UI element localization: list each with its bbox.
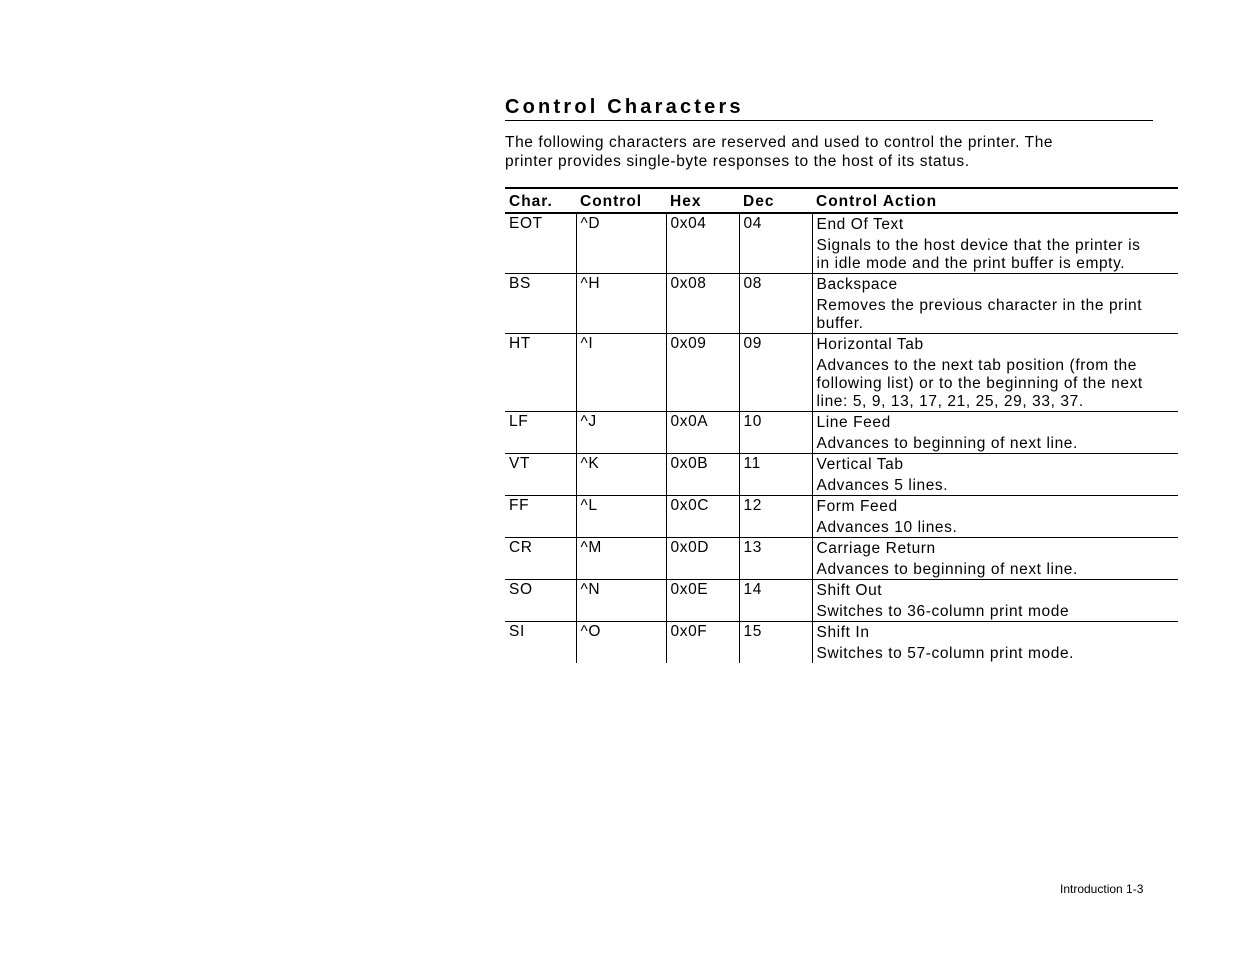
action-name: Shift Out [816, 582, 883, 599]
cell-dec: 10 [739, 412, 812, 454]
table-body [505, 213, 1178, 663]
header-dec: Dec [739, 188, 812, 213]
action-name: Shift In [816, 624, 870, 641]
control-characters-table [505, 187, 1178, 663]
cell-char: HT [505, 334, 576, 412]
action-description-line: Switches to 57-column print mode. [816, 645, 1075, 662]
cell-hex: 0x0B [666, 454, 739, 496]
cell-hex: 0x0A [666, 412, 739, 454]
cell-control: ^I [576, 334, 666, 412]
cell-dec: 14 [739, 580, 812, 622]
cell-hex: 0x0D [666, 538, 739, 580]
table-row [505, 454, 1178, 496]
cell-dec: 09 [739, 334, 812, 412]
cell-char: LF [505, 412, 576, 454]
cell-hex: 0x09 [666, 334, 739, 412]
cell-hex: 0x04 [666, 213, 739, 274]
cell-char: SI [505, 622, 576, 664]
action-description-line: Advances to the next tab position (from the [816, 357, 1137, 374]
intro-line: printer provides single-byte responses to the host of its status. [505, 153, 970, 170]
cell-control: ^J [576, 412, 666, 454]
action-description-line: following list) or to the beginning of the next [816, 375, 1143, 392]
cell-control: ^O [576, 622, 666, 664]
action-name: Line Feed [816, 414, 891, 431]
cell-control-action [812, 496, 1178, 538]
action-description-line: line: 5, 9, 13, 17, 21, 25, 29, 33, 37. [816, 393, 1084, 410]
cell-char: SO [505, 580, 576, 622]
action-description-line: Advances 5 lines. [816, 477, 949, 494]
table-row [505, 622, 1178, 664]
cell-char: CR [505, 538, 576, 580]
cell-char: BS [505, 274, 576, 334]
header-control-action: Control Action [812, 188, 1178, 213]
cell-char: FF [505, 496, 576, 538]
cell-hex: 0x0E [666, 580, 739, 622]
cell-control-action [812, 213, 1178, 274]
header-control: Control [576, 188, 666, 213]
table-row [505, 274, 1178, 334]
page-footer: Introduction 1-3 [1060, 882, 1144, 896]
action-description-line: Removes the previous character in the print [816, 297, 1143, 314]
action-name: End Of Text [816, 216, 904, 233]
action-description-line: Advances to beginning of next line. [816, 561, 1078, 578]
cell-char: EOT [505, 213, 576, 274]
table-row [505, 213, 1178, 274]
cell-dec: 04 [739, 213, 812, 274]
cell-control-action [812, 538, 1178, 580]
section-title: Control Characters [505, 94, 1153, 121]
action-description-line: buffer. [816, 315, 864, 332]
cell-dec: 08 [739, 274, 812, 334]
table-row [505, 334, 1178, 412]
header-char: Char. [505, 188, 576, 213]
cell-dec: 13 [739, 538, 812, 580]
table-row [505, 412, 1178, 454]
intro-paragraph [505, 133, 1165, 171]
cell-dec: 12 [739, 496, 812, 538]
action-description-line: Switches to 36-column print mode [816, 603, 1070, 620]
cell-control: ^K [576, 454, 666, 496]
cell-control: ^M [576, 538, 666, 580]
cell-control-action [812, 622, 1178, 664]
cell-control: ^L [576, 496, 666, 538]
action-name: Carriage Return [816, 540, 936, 557]
cell-dec: 15 [739, 622, 812, 664]
cell-control: ^D [576, 213, 666, 274]
cell-dec: 11 [739, 454, 812, 496]
action-name: Vertical Tab [816, 456, 904, 473]
cell-control: ^H [576, 274, 666, 334]
cell-char: VT [505, 454, 576, 496]
table-row [505, 538, 1178, 580]
intro-line: The following characters are reserved and used to control the printer. The [505, 134, 1054, 151]
table-row [505, 496, 1178, 538]
action-name: Horizontal Tab [816, 336, 924, 353]
cell-control-action [812, 334, 1178, 412]
table-header-row [505, 188, 1178, 213]
action-name: Backspace [816, 276, 898, 293]
action-description-line: in idle mode and the print buffer is empty. [816, 255, 1126, 272]
action-description-line: Advances to beginning of next line. [816, 435, 1078, 452]
action-description-line: Signals to the host device that the printer is [816, 237, 1141, 254]
cell-control: ^N [576, 580, 666, 622]
cell-control-action [812, 580, 1178, 622]
cell-control-action [812, 274, 1178, 334]
cell-hex: 0x08 [666, 274, 739, 334]
header-hex: Hex [666, 188, 739, 213]
action-name: Form Feed [816, 498, 898, 515]
cell-control-action [812, 454, 1178, 496]
table-row [505, 580, 1178, 622]
cell-control-action [812, 412, 1178, 454]
cell-hex: 0x0C [666, 496, 739, 538]
action-description-line: Advances 10 lines. [816, 519, 958, 536]
cell-hex: 0x0F [666, 622, 739, 664]
